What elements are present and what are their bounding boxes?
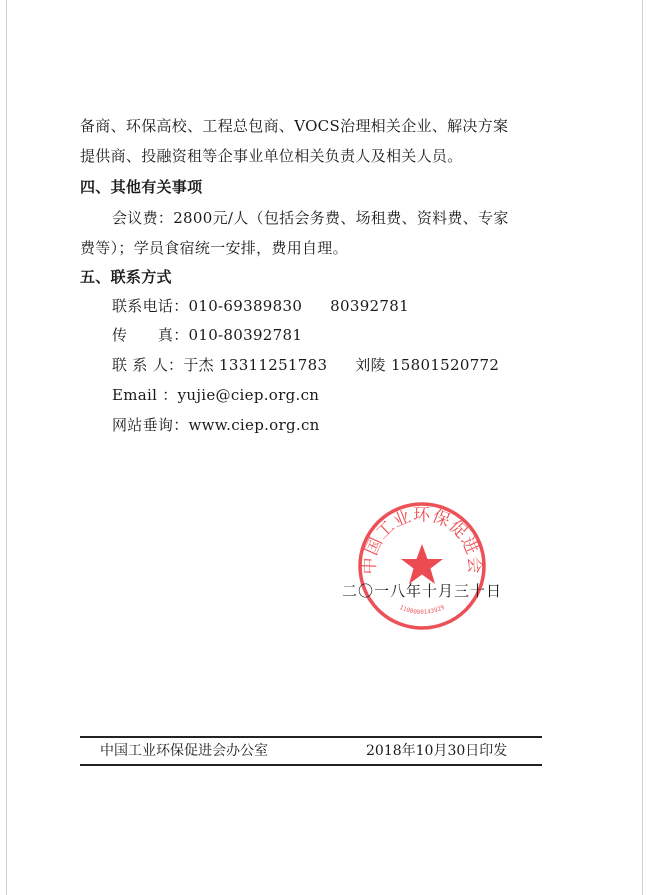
contact-phone [112,296,409,316]
footer-org: 中国工业环保促进会办公室 [100,743,268,759]
contact-email [112,385,319,405]
contact-website [112,415,320,435]
footer-issue-date: 2018年10月30日印发 [366,743,508,759]
phone-2: 80392781 [330,297,409,315]
person-1: 于杰 13311251783 [183,356,328,374]
footer-rule-top [80,736,542,738]
fax-number: 010-80392781 [188,326,303,344]
seal-star-icon [401,544,443,584]
website-label: 网站垂询： [112,416,189,434]
contact-fax [112,325,302,345]
seal-text: 中国工业环保促进会 [359,505,485,575]
page-edge-left [6,0,7,895]
fax-label: 传 真： [112,326,189,344]
signature-date: 二〇一八年十月三十日 [342,582,503,600]
fee-line-2: 费等）；学员食宿统一安排，费用自理。 [80,239,348,257]
email-link[interactable]: yujie@ciep.org.cn [177,386,320,404]
phone-label: 联系电话： [112,297,189,315]
footer-rule-bottom [80,764,542,766]
seal-number: 1100000143929 [398,603,446,616]
section-5-heading: 五、联系方式 [80,268,172,286]
website-link[interactable]: www.ciep.org.cn [188,416,320,434]
person-label: 联 系 人： [112,356,184,374]
email-label: Email ： [112,386,178,404]
phone-1: 010-69389830 [188,297,303,315]
contact-person [112,355,499,375]
official-seal-icon [356,500,488,632]
body-line-2: 提供商、投融资租等企事业单位相关负责人及相关人员。 [80,147,463,165]
person-2: 刘陵 15801520772 [355,356,500,374]
fee-line-1: 会议费：2800元/人（包括会务费、场租费、资料费、专家 [112,209,509,227]
section-4-heading: 四、其他有关事项 [80,178,203,196]
svg-text:1100000143929 [398,604,446,616]
page-edge-right [642,0,643,895]
body-line-1: 备商、环保高校、工程总包商、VOCS治理相关企业、解决方案 [80,117,509,135]
